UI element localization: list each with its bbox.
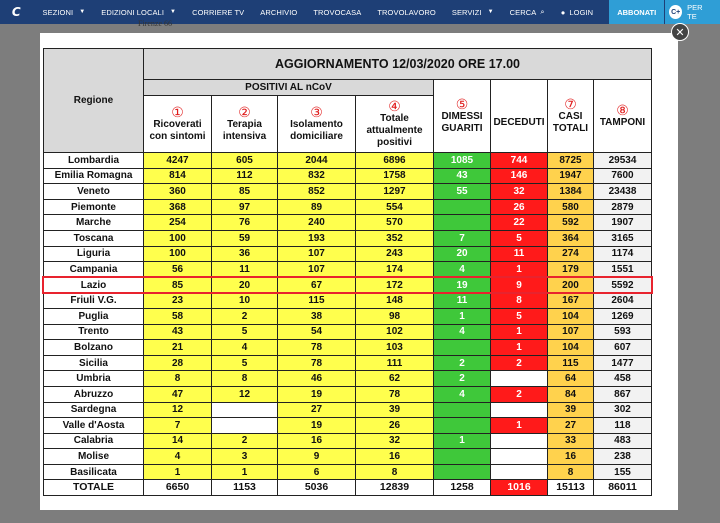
cell-value: 12 [212,386,278,402]
image-lightbox [40,33,678,510]
cell-value: 36 [212,246,278,262]
cell-value: 2 [491,355,548,371]
cell-value: 43 [434,168,491,184]
cell-value: 368 [144,199,212,215]
cell-value: 4 [434,324,491,340]
region-name: Bolzano [44,340,144,356]
cell-value: 605 [212,153,278,169]
cell-value: 76 [212,215,278,231]
cell-value: 84 [548,386,594,402]
cell-value: 554 [356,199,434,215]
cell-value: 98 [356,308,434,324]
cell-value: 1174 [594,246,652,262]
cell-value: 55 [434,184,491,200]
table-row [44,215,652,231]
cell-value: 16 [548,449,594,465]
region-name: TOTALE [44,480,144,496]
cell-value: 19 [278,418,356,434]
nav-sezioni[interactable]: SEZIONI ▼ [42,7,86,17]
cell-value: 4 [434,386,491,402]
cell-value: 115 [278,293,356,309]
cell-value: 2 [434,355,491,371]
cell-value: 1 [491,324,548,340]
nav-corriere-tv[interactable]: CORRIERE TV [192,7,245,17]
cell-value: 19 [434,277,491,293]
table-row [44,340,652,356]
cell-value: 107 [278,262,356,278]
cell-value: 243 [356,246,434,262]
region-name: Liguria [44,246,144,262]
cell-value: 20 [434,246,491,262]
cell-value: 12839 [356,480,434,496]
region-name: Umbria [44,371,144,387]
region-name: Piemonte [44,199,144,215]
region-name: Lombardia [44,153,144,169]
cell-value: 14 [144,433,212,449]
close-icon[interactable]: ✕ [671,23,689,41]
region-header: Regione [44,49,144,153]
cell-value: 32 [491,184,548,200]
cell-value: 2 [212,308,278,324]
cell-value: 2 [434,371,491,387]
table-row [44,355,652,371]
cell-value: 146 [491,168,548,184]
nav-servizi[interactable]: SERVIZI ▼ [451,7,494,17]
cell-value: 39 [356,402,434,418]
col-header-deceduti: ⑥ DECEDUTI [491,80,548,153]
cell-value: 26 [356,418,434,434]
cell-value: 607 [594,340,652,356]
nav-archivio[interactable]: ARCHIVIO [260,7,298,17]
cell-value: 3165 [594,230,652,246]
col-header-dimessi: ⑤ DIMESSI GUARITI [434,80,491,153]
cell-value: 1477 [594,355,652,371]
cell-value: 1269 [594,308,652,324]
cell-value: 2 [491,386,548,402]
cell-value: 27 [548,418,594,434]
cell-value: 1 [434,433,491,449]
background-page-text: Firenze 66 [138,19,172,28]
cell-value: 64 [548,371,594,387]
cell-value: 852 [278,184,356,200]
cell-value: 104 [548,340,594,356]
region-name: Campania [44,262,144,278]
cell-value: 1907 [594,215,652,231]
cell-value [434,449,491,465]
cell-value: 39 [548,402,594,418]
cell-value: 26 [491,199,548,215]
nav-cerca[interactable]: CERCA ⌕ [509,7,545,17]
cell-value: 5592 [594,277,652,293]
cell-value: 102 [356,324,434,340]
cell-value: 832 [278,168,356,184]
cell-value: 172 [356,277,434,293]
cell-value: 20 [212,277,278,293]
cell-value [491,464,548,480]
table-row [44,324,652,340]
region-name: Basilicata [44,464,144,480]
col-header-casi-totali: ⑦ CASI TOTALI [548,80,594,153]
table-row [44,199,652,215]
region-name: Lazio [44,277,144,293]
cell-value: 1947 [548,168,594,184]
cell-value: 1 [491,340,548,356]
table-row [44,153,652,169]
cell-value: 78 [278,355,356,371]
search-icon: ⌕ [540,7,545,16]
cell-value: 148 [356,293,434,309]
cell-value: 27 [278,402,356,418]
cell-value: 364 [548,230,594,246]
region-name: Marche [44,215,144,231]
col-header-tamponi: ⑧ TAMPONI [594,80,652,153]
cell-value: 6 [278,464,356,480]
cell-value: 54 [278,324,356,340]
cell-value: 167 [548,293,594,309]
nav-edizioni-locali[interactable]: EDIZIONI LOCALI ▼ [101,7,177,17]
cell-value: 21 [144,340,212,356]
cell-value: 458 [594,371,652,387]
cell-value: 238 [594,449,652,465]
cell-value: 1 [212,464,278,480]
cell-value: 4 [434,262,491,278]
table-row [44,230,652,246]
positivi-group-header: POSITIVI AL nCoV [144,80,434,96]
cell-value: 1758 [356,168,434,184]
region-name: Valle d'Aosta [44,418,144,434]
cell-value: 29534 [594,153,652,169]
covid-data-table [43,48,652,496]
cell-value [212,418,278,434]
corriere-plus-icon: C+ [669,5,682,19]
chevron-down-icon: ▼ [487,9,494,15]
cell-value: 28 [144,355,212,371]
cell-value: 1258 [434,480,491,496]
cell-value: 200 [548,277,594,293]
cell-value: 593 [594,324,652,340]
user-icon: ● [560,7,566,17]
col-header-isolamento: ③ Isolamento domiciliare [278,96,356,153]
cell-value: 38 [278,308,356,324]
cell-value: 89 [278,199,356,215]
cell-value: 56 [144,262,212,278]
cell-value: 7 [144,418,212,434]
cell-value: 5 [491,308,548,324]
cell-value: 174 [356,262,434,278]
cell-value: 16 [356,449,434,465]
top-navigation-bar [0,0,720,24]
cell-value: 67 [278,277,356,293]
region-name: Friuli V.G. [44,293,144,309]
cell-value: 107 [548,324,594,340]
cell-value: 59 [212,230,278,246]
cell-value: 155 [594,464,652,480]
total-row [44,480,652,496]
cell-value [491,371,548,387]
col-header-totale-positivi: ④ Totale attualmente positivi [356,96,434,153]
cell-value: 580 [548,199,594,215]
table-row [44,449,652,465]
cell-value: 8 [491,293,548,309]
cell-value: 47 [144,386,212,402]
cell-value: 78 [278,340,356,356]
region-name: Trento [44,324,144,340]
region-name: Calabria [44,433,144,449]
abbonati-button[interactable]: ABBONATI [609,0,664,24]
table-row [44,418,652,434]
cell-value: 9 [278,449,356,465]
cell-value: 352 [356,230,434,246]
cell-value: 111 [356,355,434,371]
region-name: Abruzzo [44,386,144,402]
cell-value: 78 [356,386,434,402]
cell-value: 86011 [594,480,652,496]
cell-value: 100 [144,230,212,246]
cell-value: 19 [278,386,356,402]
cell-value: 43 [144,324,212,340]
cell-value: 85 [212,184,278,200]
cell-value: 104 [548,308,594,324]
table-row [44,308,652,324]
cell-value: 9 [491,277,548,293]
cell-value: 100 [144,246,212,262]
cell-value: 5 [212,355,278,371]
cell-value: 254 [144,215,212,231]
table-title: AGGIORNAMENTO 12/03/2020 ORE 17.00 [144,49,652,80]
cell-value: 6650 [144,480,212,496]
cell-value [434,199,491,215]
nav-trovolavoro[interactable]: TROVOLAVORO [377,7,436,17]
cell-value: 8 [548,464,594,480]
cell-value: 193 [278,230,356,246]
per-te-button[interactable]: C+ PER TE [664,0,720,24]
table-row [44,464,652,480]
region-name: Toscana [44,230,144,246]
cell-value: 11 [491,246,548,262]
cell-value: 1085 [434,153,491,169]
cell-value: 12 [144,402,212,418]
cell-value: 107 [278,246,356,262]
table-row [44,246,652,262]
cell-value: 23438 [594,184,652,200]
cell-value: 592 [548,215,594,231]
cell-value: 16 [278,433,356,449]
cell-value [491,449,548,465]
login-button[interactable]: ● LOGIN [560,7,594,17]
cell-value: 33 [548,433,594,449]
cell-value: 32 [356,433,434,449]
cell-value: 1 [491,262,548,278]
cell-value: 5036 [278,480,356,496]
cell-value: 4247 [144,153,212,169]
cell-value [434,402,491,418]
cell-value: 11 [212,262,278,278]
cell-value: 3 [212,449,278,465]
cell-value [212,402,278,418]
cell-value: 23 [144,293,212,309]
cell-value: 179 [548,262,594,278]
cell-value: 103 [356,340,434,356]
cell-value: 8 [212,371,278,387]
table-row [44,371,652,387]
cell-value: 10 [212,293,278,309]
cell-value: 85 [144,277,212,293]
cell-value [434,215,491,231]
col-header-terapia: ② Terapia intensiva [212,96,278,153]
region-name: Molise [44,449,144,465]
cell-value: 744 [491,153,548,169]
cell-value: 7600 [594,168,652,184]
cell-value: 483 [594,433,652,449]
cell-value: 814 [144,168,212,184]
table-row [44,293,652,309]
cell-value: 15113 [548,480,594,496]
cell-value: 58 [144,308,212,324]
cell-value: 1016 [491,480,548,496]
region-name: Veneto [44,184,144,200]
cell-value [491,433,548,449]
cell-value: 2044 [278,153,356,169]
cell-value: 115 [548,355,594,371]
chevron-down-icon: ▼ [79,9,86,15]
cell-value: 62 [356,371,434,387]
region-name: Sardegna [44,402,144,418]
cell-value: 8 [144,371,212,387]
cell-value: 867 [594,386,652,402]
cell-value: 4 [212,340,278,356]
table-row [44,184,652,200]
table-row [44,433,652,449]
cell-value [434,418,491,434]
cell-value: 1 [491,418,548,434]
cell-value: 1297 [356,184,434,200]
table-row [44,168,652,184]
cell-value [491,402,548,418]
cell-value: 1 [144,464,212,480]
cell-value: 112 [212,168,278,184]
corriere-logo[interactable]: C [11,5,21,19]
cell-value: 97 [212,199,278,215]
region-name: Puglia [44,308,144,324]
table-row [44,262,652,278]
cell-value: 360 [144,184,212,200]
table-row [44,386,652,402]
chevron-down-icon: ▼ [170,9,177,15]
cell-value: 302 [594,402,652,418]
cell-value: 8 [356,464,434,480]
cell-value [434,340,491,356]
cell-value: 5 [212,324,278,340]
cell-value: 118 [594,418,652,434]
cell-value: 1 [434,308,491,324]
nav-trovocasa[interactable]: TROVOCASA [313,7,362,17]
cell-value: 7 [434,230,491,246]
cell-value: 1153 [212,480,278,496]
cell-value: 240 [278,215,356,231]
cell-value: 2 [212,433,278,449]
cell-value: 2604 [594,293,652,309]
cell-value: 570 [356,215,434,231]
region-name: Emilia Romagna [44,168,144,184]
cell-value: 4 [144,449,212,465]
cell-value: 46 [278,371,356,387]
cell-value: 8725 [548,153,594,169]
cell-value: 22 [491,215,548,231]
cell-value: 5 [491,230,548,246]
cell-value: 11 [434,293,491,309]
cell-value: 1551 [594,262,652,278]
region-name: Sicilia [44,355,144,371]
table-row [44,277,652,293]
cell-value: 6896 [356,153,434,169]
table-row [44,402,652,418]
col-header-ricoverati: ① Ricoverati con sintomi [144,96,212,153]
cell-value [434,464,491,480]
cell-value: 274 [548,246,594,262]
cell-value: 1384 [548,184,594,200]
cell-value: 2879 [594,199,652,215]
